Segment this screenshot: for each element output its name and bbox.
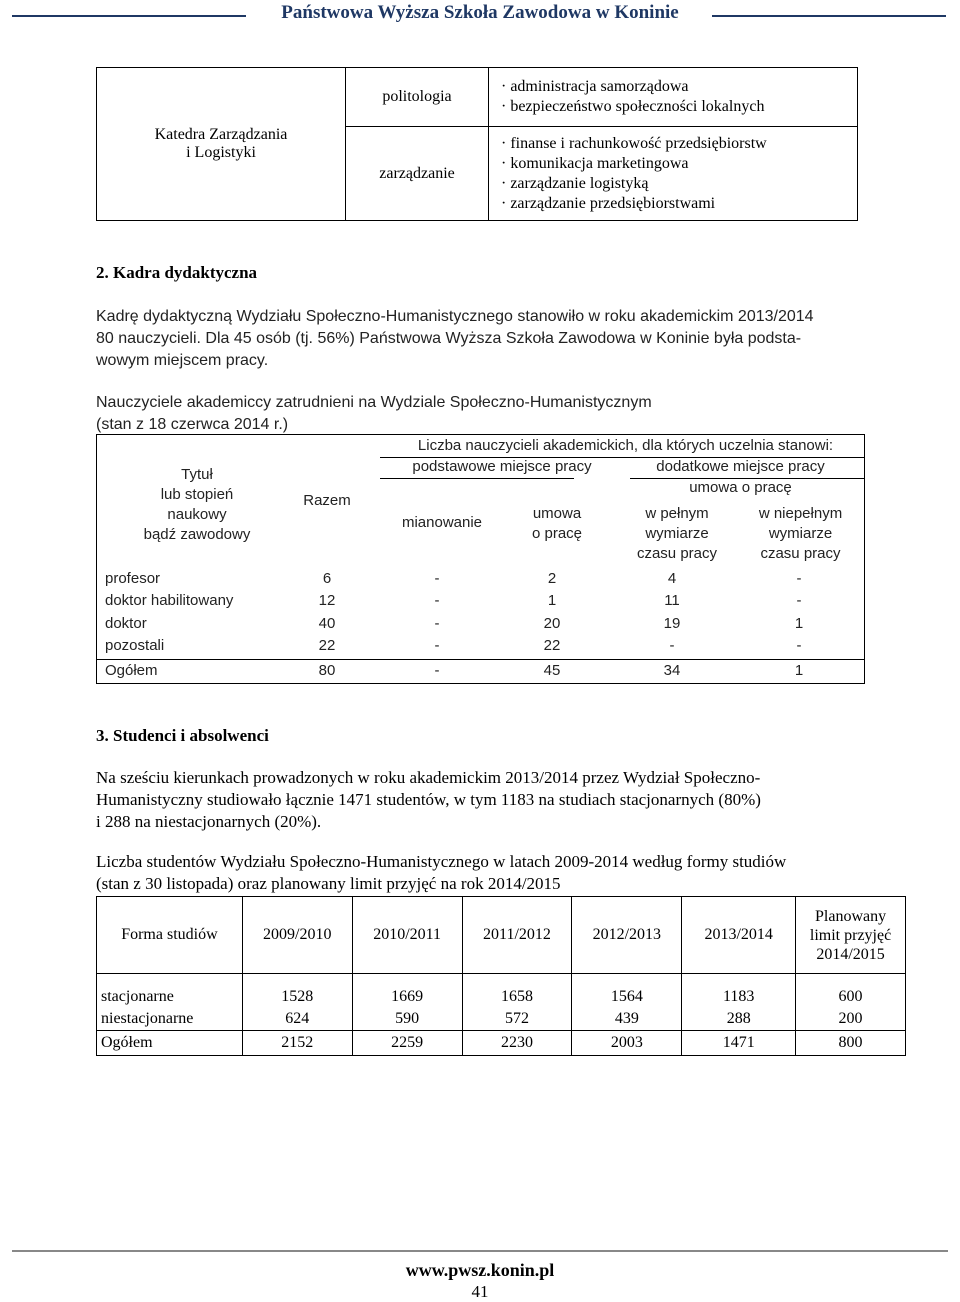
col-title-header [97, 465, 297, 545]
spec-item: · zarządzanie przedsiębiorstwami [501, 194, 716, 212]
table-row [97, 986, 906, 1008]
students-table [96, 896, 906, 1056]
header-line: lub stopień [160, 486, 234, 503]
header-cell: Forma studiów [97, 897, 243, 974]
table-cell: 1183 [682, 986, 796, 1008]
caption-line: (stan z 30 listopada) oraz planowany limit przyjęć na rok 2014/2015 [96, 874, 561, 893]
page-number: 41 [471, 1282, 489, 1301]
header-line: wymiarze [645, 525, 709, 542]
row-label: Ogółem [97, 1031, 243, 1056]
table-row [97, 68, 858, 127]
cell-contract: 2 [547, 570, 557, 587]
row-label: stacjonarne [97, 986, 243, 1008]
table-row [97, 570, 864, 592]
table-cell: 624 [242, 1008, 352, 1031]
unit-line: i Logistyki [186, 144, 256, 161]
section-2-paragraph [96, 306, 866, 372]
cell-full: 4 [667, 570, 677, 587]
table-cell: 2152 [242, 1031, 352, 1056]
table-cell: 1669 [352, 986, 462, 1008]
header-line: czasu pracy [636, 545, 718, 562]
cell-appointment: - [434, 662, 440, 679]
header-line: limit przyjęć [809, 926, 892, 944]
table-row [97, 637, 864, 659]
specs-cell [489, 127, 858, 221]
unit-cell [97, 68, 346, 221]
teachers-table [96, 434, 865, 684]
header-line: 2014/2015 [816, 945, 885, 963]
table-cell: 2259 [352, 1031, 462, 1056]
header-row [97, 897, 906, 974]
cell-total: 40 [318, 615, 336, 632]
header-line: w pełnym [645, 505, 709, 522]
table-3-caption [96, 851, 866, 895]
header-cell: 2010/2011 [352, 897, 462, 974]
cell-appointment: - [434, 570, 440, 587]
specializations-table [96, 67, 858, 221]
total-rule [97, 659, 864, 660]
table-cell: 572 [462, 1008, 572, 1031]
group-header: Liczba nauczycieli akademickich, dla których uczelnia stanowi: [417, 437, 834, 454]
specs-cell [489, 68, 858, 127]
header-line: wymiarze [768, 525, 833, 542]
header-rule-left [12, 15, 246, 17]
table-cell: 439 [572, 1008, 682, 1031]
table-cell: 600 [796, 986, 906, 1008]
contract-group-header: umowa o pracę [689, 479, 792, 496]
header-cell: 2013/2014 [682, 897, 796, 974]
spec-item: · zarządzanie logistyką [501, 174, 649, 192]
part-time-header [737, 504, 864, 564]
page-header [0, 2, 960, 28]
paragraph-line: i 288 na niestacjonarnych (20%). [96, 812, 322, 831]
header-cell: 2012/2013 [572, 897, 682, 974]
header-rule [380, 478, 574, 479]
paragraph-line: Humanistyczny studiowało łącznie 1471 studentów, w tym 1183 na studiach stacjonarnych (80%) [96, 790, 761, 809]
paragraph-line: wowym miejscem pracy. [96, 352, 269, 369]
table-2-caption [96, 392, 866, 436]
table-cell: 2003 [572, 1031, 682, 1056]
table-cell: 590 [352, 1008, 462, 1031]
row-label: pozostali [105, 637, 165, 654]
header-line: w niepełnym [758, 505, 843, 522]
section-3-heading: 3. Studenci i absolwenci [96, 726, 269, 745]
header-line: naukowy [167, 506, 227, 523]
caption-line: Nauczyciele akademiccy zatrudnieni na Wydziale Społeczno-Humanistycznym [96, 394, 652, 411]
table-cell: 800 [796, 1031, 906, 1056]
header-line: czasu pracy [760, 545, 841, 562]
header-line: umowa [532, 505, 582, 522]
table-cell: 2230 [462, 1031, 572, 1056]
cell-full: - [669, 637, 675, 654]
header-title: Państwowa Wyższa Szkoła Zawodowa w Koninie [281, 2, 679, 23]
cell-full: 19 [663, 615, 681, 632]
unit-line: Katedra Zarządzania [154, 126, 288, 143]
additional-header: dodatkowe miejsce pracy [656, 458, 825, 475]
row-label: doktor habilitowany [105, 592, 234, 609]
spacer-row [97, 974, 906, 987]
table-cell: 1564 [572, 986, 682, 1008]
row-label: profesor [105, 570, 161, 587]
cell-contract: 20 [543, 615, 561, 632]
full-time-header [617, 504, 737, 564]
spec-item: · administracja samorządowa [501, 78, 689, 95]
cell-part: - [796, 637, 802, 654]
cell-contract: 1 [547, 592, 557, 609]
cell-total: 6 [322, 570, 332, 587]
header-cell: 2011/2012 [462, 897, 572, 974]
caption-line: (stan z 18 czerwca 2014 r.) [96, 416, 289, 433]
cell-part: 1 [794, 662, 804, 679]
header-cell: 2009/2010 [242, 897, 352, 974]
paragraph-line: Na sześciu kierunkach prowadzonych w roku akademickim 2013/2014 przez Wydział Społeczno- [96, 768, 761, 787]
cell-part: - [796, 570, 802, 587]
field-cell: politologia [346, 68, 489, 127]
contract-header [497, 504, 617, 544]
cell-contract: 22 [543, 637, 561, 654]
row-label: niestacjonarne [97, 1008, 243, 1031]
cell-total: 80 [318, 662, 336, 679]
caption-line: Liczba studentów Wydziału Społeczno-Humanistycznego w latach 2009-2014 według formy studiów [96, 852, 787, 871]
total-row [97, 1031, 906, 1056]
basic-header: podstawowe miejsce pracy [412, 458, 592, 475]
footer-rule [12, 1250, 948, 1252]
cell-full: 11 [664, 592, 680, 609]
table-row [97, 615, 864, 637]
table-cell: 288 [682, 1008, 796, 1031]
header-rule [630, 478, 864, 479]
cell-part: - [796, 592, 802, 609]
appointment-header: mianowanie [401, 514, 483, 531]
cell-part: 1 [794, 615, 804, 632]
cell-full: 34 [663, 662, 681, 679]
row-label: Ogółem [105, 662, 158, 679]
header-line: Tytuł [181, 466, 213, 483]
table-row [97, 592, 864, 614]
col-total-header: Razem [303, 492, 351, 509]
cell-appointment: - [434, 615, 440, 632]
header-line: Planowany [815, 907, 887, 925]
spec-item: · bezpieczeństwo społeczności lokalnych [501, 98, 765, 115]
table-cell: 1528 [242, 986, 352, 1008]
cell-total: 12 [318, 592, 336, 609]
header-line: o pracę [531, 525, 583, 542]
table-row [97, 1008, 906, 1031]
table-cell: 1471 [682, 1031, 796, 1056]
field-cell: zarządzanie [346, 127, 489, 221]
spec-item: · komunikacja marketingowa [501, 154, 689, 172]
cell-appointment: - [434, 592, 440, 609]
table-cell: 1658 [462, 986, 572, 1008]
paragraph-line: 80 nauczycieli. Dla 45 osób (tj. 56%) Państwowa Wyższa Szkoła Zawodowa w Koninie była podsta- [96, 330, 802, 347]
section-2-heading: 2. Kadra dydaktyczna [96, 263, 258, 282]
cell-total: 22 [318, 637, 336, 654]
header-rule-right [712, 15, 946, 17]
limit-header-cell [796, 897, 906, 974]
spec-item: · finanse i rachunkowość przedsiębiorstw [501, 134, 767, 152]
total-row [97, 662, 864, 684]
cell-contract: 45 [543, 662, 561, 679]
cell-appointment: - [434, 637, 440, 654]
header-line: bądź zawodowy [143, 526, 251, 543]
table-cell: 200 [796, 1008, 906, 1031]
paragraph-line: Kadrę dydaktyczną Wydziału Społeczno-Humanistycznego stanowiło w roku akademickim 2013/2014 [96, 308, 814, 325]
header-rule [380, 457, 864, 458]
section-3-paragraph [96, 767, 866, 833]
row-label: doktor [105, 615, 147, 632]
footer-link[interactable]: www.pwsz.konin.pl [405, 1260, 555, 1280]
